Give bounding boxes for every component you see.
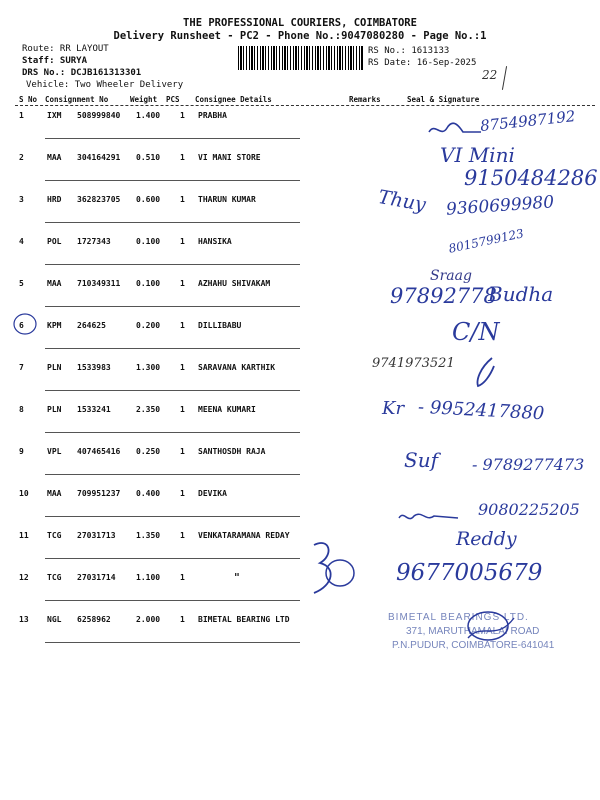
row-weight: 2.350 <box>136 405 161 414</box>
row-code: KPM <box>47 321 62 330</box>
hw-r6-note: C/N <box>452 318 500 346</box>
hw-r9-phone: - 9789277473 <box>472 455 585 474</box>
row-code: NGL <box>47 615 62 624</box>
row-weight: 0.510 <box>136 153 161 162</box>
row-pcs: 1 <box>180 195 185 204</box>
hw-r3-sig: Thuy <box>376 186 428 216</box>
row-code: VPL <box>47 447 62 456</box>
hw-r11-name: Reddy <box>456 528 517 550</box>
row-code: POL <box>47 237 62 246</box>
row-code: IXM <box>47 111 62 120</box>
row-weight: 1.400 <box>136 111 161 120</box>
row-weight: 1.350 <box>136 531 161 540</box>
row-rule <box>45 222 300 223</box>
hw-r2-name: VI Mini <box>440 143 515 167</box>
page-mark: 22 <box>482 68 498 82</box>
hw-r3-phone: 9360699980 <box>445 192 555 220</box>
row-consignment: 304164291 <box>77 153 121 162</box>
row-code: PLN <box>47 363 62 372</box>
signature-scribble-icon <box>470 356 500 390</box>
row-pcs: 1 <box>180 279 185 288</box>
table-row <box>0 355 600 397</box>
hw-r5-extra: Budha <box>488 282 554 306</box>
row-sno: 13 <box>19 615 29 624</box>
row-weight: 1.300 <box>136 363 161 372</box>
hw-r1-phone: 8754987192 <box>479 107 577 135</box>
staff-label: Staff: SURYA <box>22 56 88 66</box>
row-consignment: 27031713 <box>77 531 116 540</box>
row-pcs: 1 <box>180 573 185 582</box>
row-code: MAA <box>47 153 62 162</box>
row-rule <box>45 600 300 601</box>
company-title: THE PROFESSIONAL COURIERS, COIMBATORE <box>183 17 417 29</box>
row-consignment: 709951237 <box>77 489 121 498</box>
row-consignee: DEVIKA <box>198 489 227 498</box>
col-seal: Seal & Signature <box>407 95 480 104</box>
hw-r4-phone: 8015799123 <box>447 226 525 256</box>
row-rule <box>45 180 300 181</box>
row-pcs: 1 <box>180 447 185 456</box>
row-sno: 11 <box>19 531 29 540</box>
circle-mark-icon <box>10 311 40 337</box>
row-sno: 12 <box>19 573 29 582</box>
row-pcs: 1 <box>180 489 185 498</box>
row-rule <box>45 138 300 139</box>
row-sno: 9 <box>19 447 24 456</box>
row-weight: 0.400 <box>136 489 161 498</box>
col-consignment: Consignment No <box>45 95 109 104</box>
row-consignee: MEENA KUMARI <box>198 405 256 414</box>
row-sno: 7 <box>19 363 24 372</box>
row-pcs: 1 <box>180 615 185 624</box>
row-weight: 0.200 <box>136 321 161 330</box>
row-pcs: 1 <box>180 363 185 372</box>
hw-r8-phone: - 9952417880 <box>417 396 545 425</box>
stamp-line-3: P.N.PUDUR, COIMBATORE-641041 <box>392 640 555 651</box>
row-rule <box>45 558 300 559</box>
drs-label: DRS No.: DCJB161313301 <box>22 68 142 78</box>
vehicle-label: Vehicle: Two Wheeler Delivery <box>26 80 184 90</box>
row-rule <box>45 642 300 643</box>
row-consignee: PRABHA <box>198 111 227 120</box>
row-consignee-ditto: " <box>234 571 240 584</box>
row-code: PLN <box>47 405 62 414</box>
row-pcs: 1 <box>180 321 185 330</box>
row-rule <box>45 306 300 307</box>
hw-r11-phone: 9080225205 <box>478 500 580 519</box>
row-rule <box>45 264 300 265</box>
row-consignee: SARAVANA KARTHIK <box>198 363 276 372</box>
hw-r5-phone: 97892778 <box>390 284 497 308</box>
col-sno: S No <box>19 95 38 104</box>
row-rule <box>45 348 300 349</box>
row-sno: 5 <box>19 279 24 288</box>
row-weight: 0.100 <box>136 237 161 246</box>
col-weight: Weight <box>130 95 158 104</box>
row-rule <box>45 390 300 391</box>
hw-r9-sig: Suf <box>404 448 438 472</box>
row-code: HRD <box>47 195 62 204</box>
row-pcs: 1 <box>180 405 185 414</box>
row-consignee: DILLIBABU <box>198 321 242 330</box>
col-remarks: Remarks <box>349 95 381 104</box>
row-consignee: THARUN KUMAR <box>198 195 256 204</box>
stamp-line-1: BIMETAL BEARINGS LTD. <box>388 612 529 623</box>
row-consignment: 264625 <box>77 321 106 330</box>
row-consignee: HANSIKA <box>198 237 232 246</box>
row-code: TCG <box>47 531 62 540</box>
stamp-signature-icon <box>462 608 520 648</box>
row-consignee: BIMETAL BEARING LTD <box>198 615 290 624</box>
runsheet-title: Delivery Runsheet - PC2 - Phone No.:9047080280 - Page No.:1 <box>113 30 487 42</box>
row-sno: 6 <box>19 321 24 330</box>
row-consignee: VENKATARAMANA REDAY <box>198 531 290 540</box>
row-consignee: VI MANI STORE <box>198 153 261 162</box>
row-rule <box>45 516 300 517</box>
rs-date: RS Date: 16-Sep-2025 <box>368 58 477 68</box>
table-row <box>0 313 600 355</box>
hw-r7-phone: 9741973521 <box>372 356 455 371</box>
row-consignment: 710349311 <box>77 279 121 288</box>
row-consignment: 407465416 <box>77 447 121 456</box>
row-consignment: 1533241 <box>77 405 111 414</box>
hw-r2-phone: 9150484286 <box>464 166 598 190</box>
rs-no: RS No.: 1613133 <box>368 46 450 56</box>
hw-r5-sig: Sraag <box>430 268 472 284</box>
row-weight: 1.100 <box>136 573 161 582</box>
row-code: TCG <box>47 573 62 582</box>
col-consignee: Consignee Details <box>195 95 272 104</box>
row-sno: 8 <box>19 405 24 414</box>
row-sno: 2 <box>19 153 24 162</box>
row-code: MAA <box>47 489 62 498</box>
row-sno: 1 <box>19 111 24 120</box>
signature-scribble-icon <box>396 506 462 528</box>
row-consignment: 1533983 <box>77 363 111 372</box>
stamp-line-2: 371, MARUTHAMALAI ROAD <box>406 626 540 637</box>
row-weight: 0.100 <box>136 279 161 288</box>
row-sno: 10 <box>19 489 29 498</box>
row-weight: 2.000 <box>136 615 161 624</box>
row-consignment: 1727343 <box>77 237 111 246</box>
route-label: Route: RR LAYOUT <box>22 44 109 54</box>
row-consignment: 27031714 <box>77 573 116 582</box>
row-consignee: SANTHOSDH RAJA <box>198 447 266 456</box>
row-pcs: 1 <box>180 111 185 120</box>
row-pcs: 1 <box>180 531 185 540</box>
hw-r8-sig: Kr <box>382 398 405 419</box>
row-consignment: 362823705 <box>77 195 121 204</box>
row-pcs: 1 <box>180 237 185 246</box>
row-weight: 0.250 <box>136 447 161 456</box>
row-consignee: AZHAHU SHIVAKAM <box>198 279 271 288</box>
row-rule <box>45 432 300 433</box>
row-consignment: 6258962 <box>77 615 111 624</box>
row-code: MAA <box>47 279 62 288</box>
row-sno: 3 <box>19 195 24 204</box>
page-mark-stroke <box>502 66 507 90</box>
row-consignment: 508999840 <box>77 111 121 120</box>
signature-scribble-icon <box>300 535 362 605</box>
row-sno: 4 <box>19 237 24 246</box>
row-weight: 0.600 <box>136 195 161 204</box>
signature-scribble-icon <box>425 118 485 142</box>
row-rule <box>45 474 300 475</box>
barcode <box>238 46 364 70</box>
row-pcs: 1 <box>180 153 185 162</box>
col-pcs: PCS <box>166 95 180 104</box>
hw-r12-phone: 9677005679 <box>396 560 543 586</box>
